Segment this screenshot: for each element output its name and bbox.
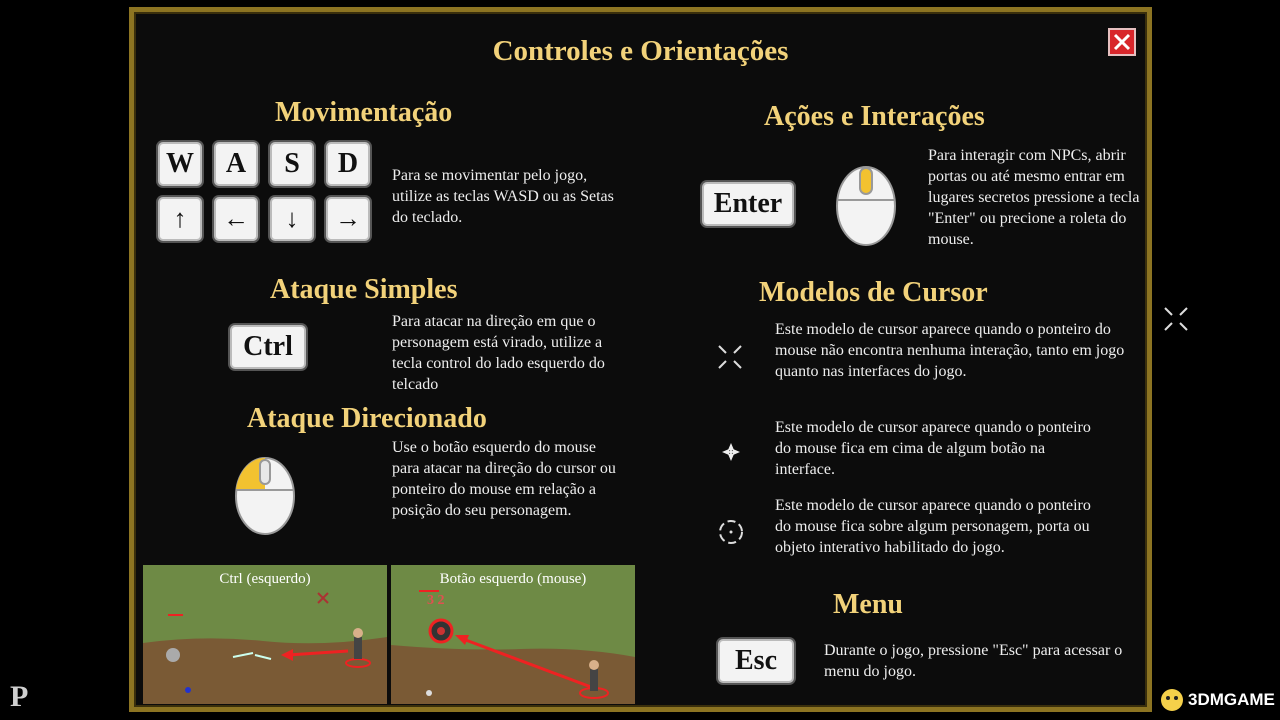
- arrow-down-icon: ↓: [285, 204, 299, 233]
- watermark: [1158, 688, 1275, 712]
- default-cursor-icon: [717, 344, 743, 370]
- key-a: [214, 142, 258, 186]
- key-esc-label: Esc: [735, 645, 777, 676]
- key-arrow-down: [270, 197, 314, 241]
- corner-logo-text: P: [10, 680, 29, 713]
- close-icon: [1112, 32, 1132, 52]
- key-d-label: D: [337, 148, 359, 179]
- mouse-left-button-icon: [233, 446, 297, 536]
- actions-text: Para interagir com NPCs, abrir portas ou até mesmo entrar em lugares secretos pressione a tecla "Enter" ou precione a roleta do mouse.: [928, 147, 1140, 248]
- movement-heading: Movimentação: [275, 97, 453, 128]
- key-s-label: S: [284, 148, 300, 179]
- arrow-right-icon: →: [335, 204, 361, 233]
- mouse-wheel-icon: [834, 158, 898, 248]
- simple-attack-heading: Ataque Simples: [270, 274, 458, 305]
- key-arrow-right: [326, 197, 370, 241]
- watermark-text: 3DMGAME: [1188, 690, 1275, 709]
- menu-text: Durante o jogo, pressione "Esc" para acessar o menu do jogo.: [824, 642, 1123, 680]
- screen-cursor-icon: [1163, 306, 1189, 332]
- corner-logo: [10, 680, 28, 714]
- interactive-target-cursor-icon: [718, 519, 744, 545]
- mouse-attack-screenshot: [391, 565, 635, 704]
- damage-numbers: 3 2: [427, 593, 445, 608]
- panel-title: Controles e Orientações: [492, 35, 789, 67]
- key-ctrl: [230, 325, 306, 369]
- controls-panel: [129, 7, 1152, 712]
- key-arrow-up: [158, 197, 202, 241]
- menu-heading: Menu: [833, 589, 903, 620]
- button-hover-cursor-icon: [721, 442, 741, 462]
- cursor-interactive-text: Este modelo de cursor aparece quando o ponteiro do mouse fica sobre algum personagem, porta ou objeto interativo habilitado do jogo.: [775, 497, 1091, 556]
- key-d: [326, 142, 370, 186]
- key-w-label: W: [166, 148, 194, 179]
- directed-attack-text: Use o botão esquerdo do mouse para atacar na direção do cursor ou ponteiro do mouse em relação a posição do seu personagem.: [392, 439, 616, 519]
- key-w: [158, 142, 202, 186]
- ctrl-attack-screenshot: [143, 565, 387, 704]
- simple-attack-text: Para atacar na direção em que o personagem está virado, utilize a tecla control do lado esquerdo do telcado: [392, 313, 605, 393]
- cursor-default-text: Este modelo de cursor aparece quando o ponteiro do mouse não encontra nenhuma interação, tanto em jogo quanto nas interfaces do jogo.: [775, 321, 1125, 380]
- watermark-icon: [1158, 688, 1186, 712]
- key-enter: [702, 182, 794, 226]
- arrow-up-icon: ↑: [173, 204, 187, 233]
- key-a-label: A: [225, 148, 247, 179]
- arrow-left-icon: ←: [223, 204, 249, 233]
- key-arrow-left: [214, 197, 258, 241]
- mouse-screenshot-caption: Botão esquerdo (mouse): [439, 571, 587, 587]
- close-button[interactable]: [1108, 28, 1136, 56]
- key-ctrl-label: Ctrl: [243, 331, 293, 362]
- cursors-heading: Modelos de Cursor: [759, 277, 988, 308]
- cursor-hover-text: Este modelo de cursor aparece quando o ponteiro do mouse fica em cima de algum botão na interface.: [775, 419, 1091, 478]
- movement-text: Para se movimentar pelo jogo, utilize as teclas WASD ou as Setas do teclado.: [392, 167, 614, 226]
- ctrl-screenshot-caption: Ctrl (esquerdo): [219, 571, 311, 587]
- actions-heading: Ações e Interações: [764, 101, 985, 132]
- key-esc: [718, 639, 794, 683]
- key-s: [270, 142, 314, 186]
- key-enter-label: Enter: [713, 188, 783, 219]
- directed-attack-heading: Ataque Direcionado: [247, 403, 487, 434]
